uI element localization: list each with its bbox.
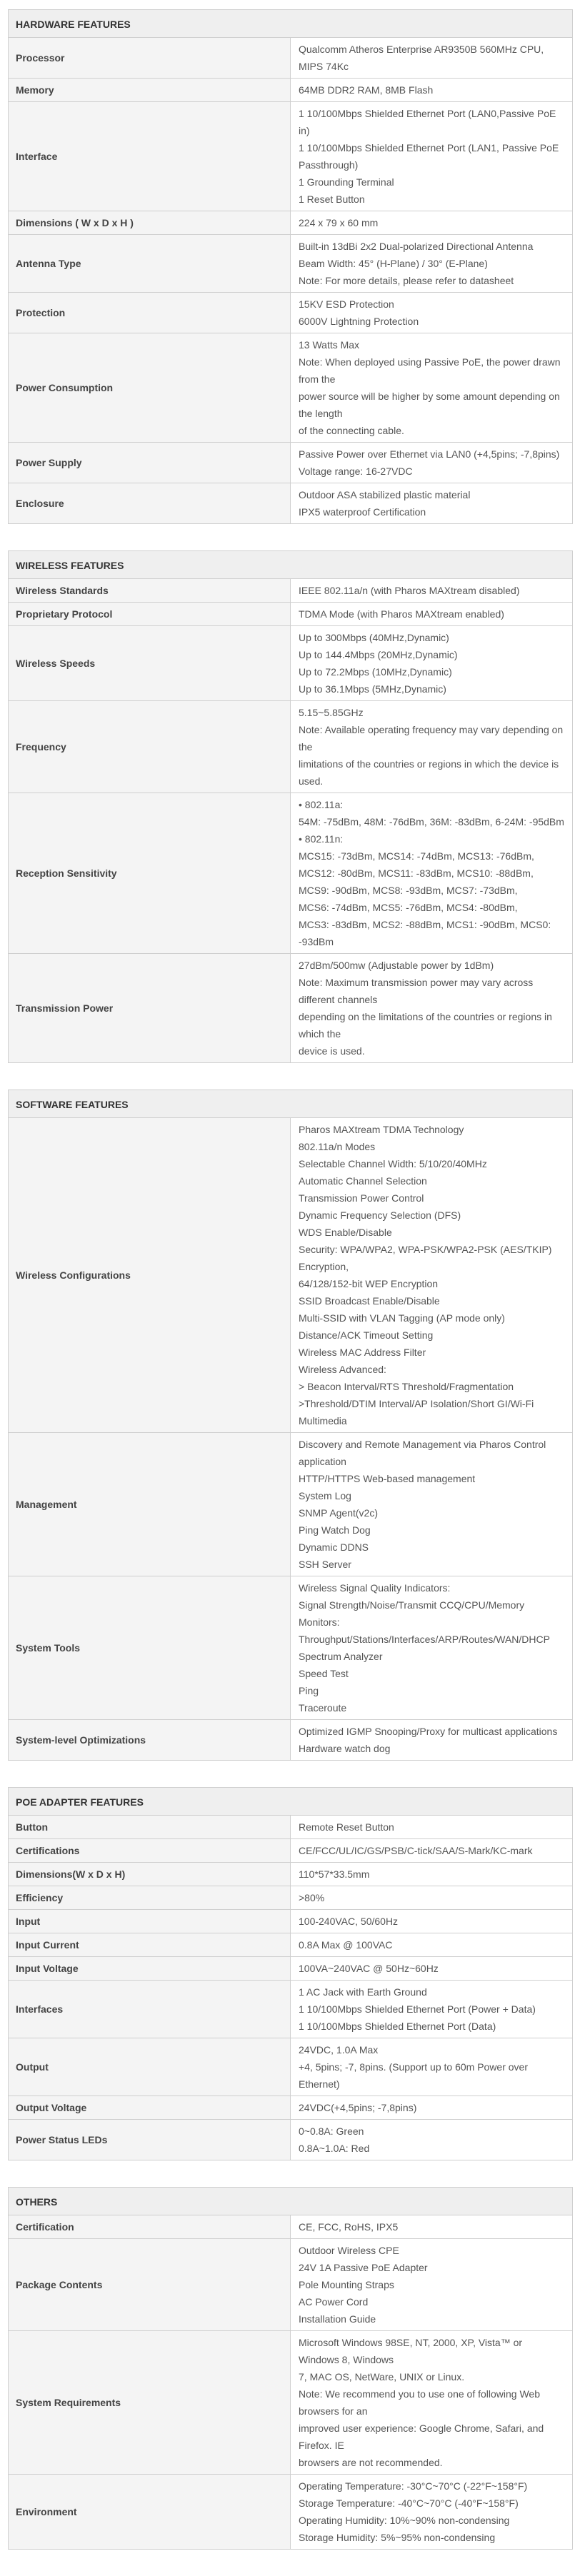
- spec-value-line: Hardware watch dog: [299, 1743, 391, 1754]
- spec-value-line: Up to 300Mbps (40MHz,Dynamic): [299, 632, 449, 643]
- spec-value-line: 24VDC, 1.0A Max: [299, 2044, 379, 2056]
- spec-label: Antenna Type: [9, 235, 291, 293]
- spec-value: [291, 1433, 573, 1576]
- spec-value-line: SSH Server: [299, 1559, 351, 1570]
- spec-label: Button: [9, 1816, 291, 1839]
- spec-value-line: Up to 144.4Mbps (20MHz,Dynamic): [299, 649, 458, 660]
- spec-row: [9, 1839, 573, 1863]
- spec-value-line: AC Power Cord: [299, 2296, 369, 2308]
- spec-label: Environment: [9, 2475, 291, 2550]
- spec-row: [9, 443, 573, 483]
- spec-row: [9, 1981, 573, 2038]
- spec-value-line: Installation Guide: [299, 2313, 376, 2325]
- spec-value: [291, 1933, 573, 1957]
- spec-value-line: MCS3: -83dBm, MCS2: -88dBm, MCS1: -90dBm, MCS0: -93dBm: [299, 919, 551, 947]
- spec-value: [291, 1910, 573, 1933]
- spec-value-line: SNMP Agent(v2c): [299, 1507, 379, 1519]
- others-table: [8, 2187, 573, 2550]
- spec-value-line: 100-240VAC, 50/60Hz: [299, 1916, 399, 1927]
- spec-value-line: Microsoft Windows 98SE, NT, 2000, XP, Vista™ or Windows 8, Windows: [299, 2337, 523, 2365]
- spec-value: [291, 443, 573, 483]
- section-header-row: [9, 10, 573, 38]
- spec-label: Proprietary Protocol: [9, 603, 291, 626]
- spec-value: [291, 2331, 573, 2475]
- spec-row: [9, 603, 573, 626]
- spec-label: Package Contents: [9, 2239, 291, 2331]
- spec-row: [9, 102, 573, 211]
- spec-value-line: Passthrough): [299, 159, 359, 171]
- spec-value-line: WDS Enable/Disable: [299, 1227, 392, 1238]
- spec-value-line: of the connecting cable.: [299, 425, 404, 436]
- spec-value: [291, 579, 573, 603]
- spec-value-line: Signal Strength/Noise/Transmit CCQ/CPU/Memory: [299, 1599, 525, 1611]
- spec-value-line: CE/FCC/UL/IC/GS/PSB/C-tick/SAA/S-Mark/KC-mark: [299, 1845, 533, 1856]
- spec-row: [9, 1720, 573, 1761]
- spec-value-line: SSID Broadcast Enable/Disable: [299, 1295, 440, 1307]
- spec-value-line: 27dBm/500mw (Adjustable power by 1dBm): [299, 960, 494, 971]
- spec-label: Power Consumption: [9, 333, 291, 443]
- spec-value-line: Transmission Power Control: [299, 1192, 424, 1204]
- spec-row: [9, 333, 573, 443]
- spec-value-line: device is used.: [299, 1045, 365, 1057]
- wireless-features-table: [8, 550, 573, 1063]
- spec-value-line: 224 x 79 x 60 mm: [299, 217, 379, 228]
- spec-value-line: Pole Mounting Straps: [299, 2279, 394, 2290]
- spec-value-line: Optimized IGMP Snooping/Proxy for multicast applications: [299, 1726, 558, 1737]
- spec-label: Management: [9, 1433, 291, 1576]
- spec-value: [291, 293, 573, 333]
- spec-value-line: Spectrum Analyzer: [299, 1651, 383, 1662]
- spec-label: Output Voltage: [9, 2096, 291, 2120]
- spec-row: [9, 1933, 573, 1957]
- spec-label: Input Current: [9, 1933, 291, 1957]
- spec-value: [291, 1576, 573, 1720]
- spec-label: Wireless Configurations: [9, 1118, 291, 1433]
- spec-row: [9, 2120, 573, 2160]
- spec-value-line: Built-in 13dBi 2x2 Dual-polarized Directional Antenna: [299, 241, 534, 252]
- spec-value-line: Passive Power over Ethernet via LAN0 (+4,5pins; -7,8pins): [299, 448, 560, 460]
- spec-value-line: Pharos MAXtream TDMA Technology: [299, 1124, 464, 1135]
- spec-row: [9, 1816, 573, 1839]
- spec-value-line: Note: When deployed using Passive PoE, the power drawn from the: [299, 356, 561, 385]
- spec-value-line: 1 AC Jack with Earth Ground: [299, 1986, 427, 1998]
- spec-value: [291, 701, 573, 793]
- spec-value-line: Wireless Signal Quality Indicators:: [299, 1582, 451, 1594]
- spec-row: [9, 293, 573, 333]
- spec-value-line: 7, MAC OS, NetWare, UNIX or Linux.: [299, 2371, 465, 2383]
- spec-value-line: MCS15: -73dBm, MCS14: -74dBm, MCS13: -76dBm,: [299, 850, 534, 862]
- spec-value-line: Storage Humidity: 5%~95% non-condensing: [299, 2532, 496, 2543]
- spec-value-line: Speed Test: [299, 1668, 349, 1679]
- spec-value-line: Traceroute: [299, 1702, 347, 1714]
- spec-value: [291, 1816, 573, 1839]
- spec-value-line: IPX5 waterproof Certification: [299, 506, 426, 518]
- spec-row: [9, 1433, 573, 1576]
- spec-label: Efficiency: [9, 1886, 291, 1910]
- spec-value-line: TDMA Mode (with Pharos MAXtream enabled): [299, 608, 504, 620]
- spec-row: [9, 1576, 573, 1720]
- spec-value-line: Operating Humidity: 10%~90% non-condensing: [299, 2515, 510, 2526]
- spec-value-line: MCS6: -74dBm, MCS5: -76dBm, MCS4: -80dBm,: [299, 902, 518, 913]
- section-title: SOFTWARE FEATURES: [9, 1090, 573, 1118]
- spec-row: [9, 38, 573, 79]
- spec-label: Power Status LEDs: [9, 2120, 291, 2160]
- spec-value-line: Beam Width: 45° (H-Plane) / 30° (E-Plane): [299, 258, 488, 269]
- spec-value: [291, 102, 573, 211]
- section-title: WIRELESS FEATURES: [9, 551, 573, 579]
- spec-value: [291, 2038, 573, 2096]
- spec-value-line: Security: WPA/WPA2, WPA-PSK/WPA2-PSK (AES/TKIP) Encryption,: [299, 1244, 552, 1272]
- spec-label: Wireless Standards: [9, 579, 291, 603]
- spec-row: [9, 701, 573, 793]
- spec-row: [9, 211, 573, 235]
- spec-label: System Tools: [9, 1576, 291, 1720]
- spec-row: [9, 1910, 573, 1933]
- spec-value: [291, 235, 573, 293]
- spec-value-line: Operating Temperature: -30°C~70°C (-22°F~158°F): [299, 2480, 528, 2492]
- spec-label: Output: [9, 2038, 291, 2096]
- spec-value-line: 100VA~240VAC @ 50Hz~60Hz: [299, 1963, 439, 1974]
- spec-value: [291, 2215, 573, 2239]
- spec-value-line: 0.8A~1.0A: Red: [299, 2143, 370, 2154]
- spec-value-line: Voltage range: 16-27VDC: [299, 466, 413, 477]
- spec-label: Transmission Power: [9, 954, 291, 1063]
- spec-value-line: limitations of the countries or regions in which the device is used.: [299, 758, 559, 787]
- spec-value: [291, 2096, 573, 2120]
- section-header-row: [9, 551, 573, 579]
- spec-value: [291, 954, 573, 1063]
- spec-value-line: 24V 1A Passive PoE Adapter: [299, 2262, 428, 2273]
- spec-row: [9, 79, 573, 102]
- spec-value-line: Wireless MAC Address Filter: [299, 1347, 426, 1358]
- spec-row: [9, 2038, 573, 2096]
- section-header-row: [9, 1788, 573, 1816]
- spec-value-line: improved user experience: Google Chrome, Safari, and Firefox. IE: [299, 2422, 544, 2451]
- spec-value-line: 1 10/100Mbps Shielded Ethernet Port (LAN1, Passive PoE: [299, 142, 559, 154]
- spec-value-line: Monitors: Throughput/Stations/Interfaces/ARP/Routes/WAN/DHCP: [299, 1616, 550, 1645]
- spec-value-line: Distance/ACK Timeout Setting: [299, 1329, 434, 1341]
- spec-row: [9, 1863, 573, 1886]
- spec-value-line: Selectable Channel Width: 5/10/20/40MHz: [299, 1158, 487, 1169]
- spec-label: Reception Sensitivity: [9, 793, 291, 954]
- spec-row: [9, 2215, 573, 2239]
- section-title: OTHERS: [9, 2188, 573, 2215]
- spec-value: [291, 2239, 573, 2331]
- spec-value: [291, 2475, 573, 2550]
- spec-label: Processor: [9, 38, 291, 79]
- spec-value-line: 1 Grounding Terminal: [299, 176, 394, 188]
- spec-value-line: Wireless Advanced:: [299, 1364, 386, 1375]
- spec-value-line: Dynamic Frequency Selection (DFS): [299, 1209, 461, 1221]
- spec-row: [9, 954, 573, 1063]
- spec-label: Protection: [9, 293, 291, 333]
- spec-value-line: 1 10/100Mbps Shielded Ethernet Port (LAN0,Passive PoE in): [299, 108, 556, 136]
- spec-label: System-level Optimizations: [9, 1720, 291, 1761]
- spec-label: Certifications: [9, 1839, 291, 1863]
- spec-row: [9, 235, 573, 293]
- spec-value-line: • 802.11a:: [299, 799, 344, 810]
- section-title: POE ADAPTER FEATURES: [9, 1788, 573, 1816]
- section-header-row: [9, 2188, 573, 2215]
- spec-value-line: Up to 36.1Mbps (5MHz,Dynamic): [299, 683, 446, 695]
- spec-value: [291, 38, 573, 79]
- spec-value-line: 1 10/100Mbps Shielded Ethernet Port (Power + Data): [299, 2003, 536, 2015]
- spec-row: [9, 579, 573, 603]
- hardware-features-table: [8, 9, 573, 524]
- spec-label: System Requirements: [9, 2331, 291, 2475]
- spec-value-line: 0.8A Max @ 100VAC: [299, 1939, 393, 1951]
- spec-value-line: Outdoor Wireless CPE: [299, 2245, 399, 2256]
- spec-value-line: MCS12: -80dBm, MCS11: -83dBm, MCS10: -88dBm,: [299, 867, 534, 879]
- spec-value-line: 1 Reset Button: [299, 193, 365, 205]
- spec-value: [291, 1720, 573, 1761]
- spec-label: Power Supply: [9, 443, 291, 483]
- spec-label: Input: [9, 1910, 291, 1933]
- spec-value: [291, 2120, 573, 2160]
- spec-label: Frequency: [9, 701, 291, 793]
- poe-adapter-features-table: [8, 1787, 573, 2160]
- spec-value-line: Qualcomm Atheros Enterprise AR9350B 560MHz CPU, MIPS 74Kc: [299, 44, 544, 72]
- spec-value-line: Outdoor ASA stabilized plastic material: [299, 489, 471, 500]
- spec-value-line: Dynamic DDNS: [299, 1541, 369, 1553]
- spec-label: Interface: [9, 102, 291, 211]
- spec-value-line: power source will be higher by some amount depending on the length: [299, 391, 560, 419]
- spec-label: Wireless Speeds: [9, 626, 291, 701]
- spec-value-line: Automatic Channel Selection: [299, 1175, 427, 1187]
- spec-row: [9, 2331, 573, 2475]
- spec-row: [9, 626, 573, 701]
- spec-value-line: 6000V Lightning Protection: [299, 316, 419, 327]
- spec-value-line: Discovery and Remote Management via Pharos Control application: [299, 1439, 546, 1467]
- spec-value-line: 13 Watts Max: [299, 339, 360, 351]
- spec-row: [9, 1118, 573, 1433]
- spec-value-line: Multi-SSID with VLAN Tagging (AP mode only): [299, 1312, 505, 1324]
- spec-value-line: browsers are not recommended.: [299, 2457, 443, 2468]
- section-header-row: [9, 1090, 573, 1118]
- spec-row: [9, 483, 573, 524]
- spec-label: Memory: [9, 79, 291, 102]
- spec-value-line: > Beacon Interval/RTS Threshold/Fragmentation: [299, 1381, 514, 1392]
- spec-row: [9, 1957, 573, 1981]
- spec-value-line: 5.15~5.85GHz: [299, 707, 364, 718]
- spec-label: Input Voltage: [9, 1957, 291, 1981]
- spec-value: [291, 211, 573, 235]
- spec-value-line: Remote Reset Button: [299, 1821, 394, 1833]
- spec-value-line: Note: Maximum transmission power may vary across different channels: [299, 977, 534, 1005]
- spec-value-line: Note: Available operating frequency may vary depending on the: [299, 724, 564, 753]
- spec-row: [9, 2239, 573, 2331]
- spec-value-line: 802.11a/n Modes: [299, 1141, 376, 1152]
- spec-value-line: depending on the limitations of the countries or regions in which the: [299, 1011, 552, 1040]
- spec-value: [291, 1981, 573, 2038]
- spec-value: [291, 1118, 573, 1433]
- spec-value: [291, 793, 573, 954]
- spec-label: Dimensions ( W x D x H ): [9, 211, 291, 235]
- spec-value: [291, 626, 573, 701]
- spec-value-line: Ping: [299, 1685, 319, 1696]
- spec-value-line: CE, FCC, RoHS, IPX5: [299, 2221, 399, 2233]
- spec-value-line: 64MB DDR2 RAM, 8MB Flash: [299, 84, 434, 96]
- spec-row: [9, 2096, 573, 2120]
- spec-value-line: 24VDC(+4,5pins; -7,8pins): [299, 2102, 417, 2113]
- spec-value: [291, 333, 573, 443]
- section-title: HARDWARE FEATURES: [9, 10, 573, 38]
- spec-value-line: Note: We recommend you to use one of following Web browsers for an: [299, 2388, 540, 2417]
- spec-row: [9, 1886, 573, 1910]
- spec-value: [291, 1957, 573, 1981]
- spec-value: [291, 1886, 573, 1910]
- spec-value-line: 15KV ESD Protection: [299, 298, 394, 310]
- spec-label: Certification: [9, 2215, 291, 2239]
- spec-label: Interfaces: [9, 1981, 291, 2038]
- spec-value-line: System Log: [299, 1490, 351, 1501]
- spec-value-line: 54M: -75dBm, 48M: -76dBm, 36M: -83dBm, 6-24M: -95dBm: [299, 816, 564, 827]
- spec-value-line: HTTP/HTTPS Web-based management: [299, 1473, 476, 1484]
- spec-value-line: IEEE 802.11a/n (with Pharos MAXtream disabled): [299, 585, 520, 596]
- spec-value: [291, 483, 573, 524]
- spec-value-line: 64/128/152-bit WEP Encryption: [299, 1278, 439, 1289]
- spec-value-line: 110*57*33.5mm: [299, 1868, 370, 1880]
- spec-value-line: Note: For more details, please refer to datasheet: [299, 275, 514, 286]
- spec-value: [291, 1863, 573, 1886]
- software-features-table: [8, 1090, 573, 1761]
- spec-value: [291, 1839, 573, 1863]
- spec-value-line: MCS9: -90dBm, MCS8: -93dBm, MCS7: -73dBm,: [299, 885, 518, 896]
- spec-value-line: 0~0.8A: Green: [299, 2125, 364, 2137]
- spec-value: [291, 603, 573, 626]
- spec-value-line: Ping Watch Dog: [299, 1524, 371, 1536]
- spec-value-line: Storage Temperature: -40°C~70°C (-40°F~158°F): [299, 2497, 519, 2509]
- spec-value-line: 1 10/100Mbps Shielded Ethernet Port (Data): [299, 2021, 496, 2032]
- spec-value: [291, 79, 573, 102]
- spec-value-line: +4, 5pins; -7, 8pins. (Support up to 60m Power over Ethernet): [299, 2061, 529, 2090]
- spec-label: Enclosure: [9, 483, 291, 524]
- spec-label: Dimensions(W x D x H): [9, 1863, 291, 1886]
- spec-row: [9, 2475, 573, 2550]
- spec-value-line: • 802.11n:: [299, 833, 344, 845]
- spec-value-line: Up to 72.2Mbps (10MHz,Dynamic): [299, 666, 452, 678]
- spec-row: [9, 793, 573, 954]
- spec-value-line: >80%: [299, 1892, 325, 1903]
- spec-value-line: >Threshold/DTIM Interval/AP Isolation/Short GI/Wi-Fi Multimedia: [299, 1398, 534, 1427]
